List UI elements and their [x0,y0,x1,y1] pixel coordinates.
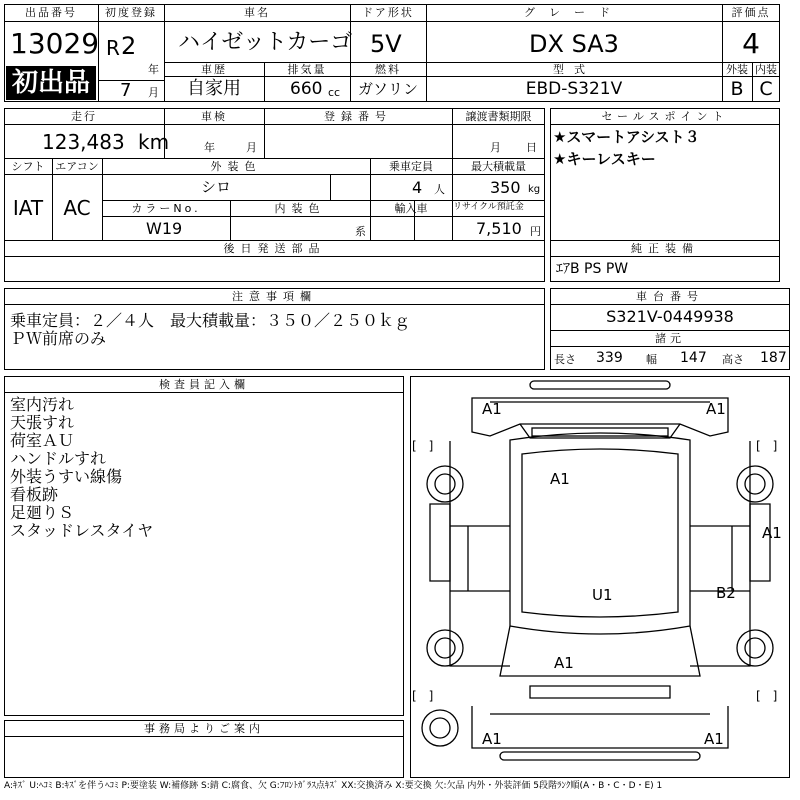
inspector-line-7: 足廻りＳ [10,503,75,522]
era: R [106,36,120,60]
chassis-label: 車台番号 [636,290,704,303]
mileage-value: 123,483 [42,130,125,154]
length-value: 339 [596,350,623,366]
displacement-value: 660 [290,79,323,99]
width-label: 幅 [646,353,657,366]
damage-mark-back-left: A1 [482,730,502,748]
inspector-line-8: スタッドレスタイヤ [10,521,154,540]
fuel-label: 燃料 [375,63,401,76]
history-label: 車歴 [201,63,227,76]
insp-month-unit: 月 [246,141,257,154]
insp-year-unit: 年 [204,141,215,154]
recycle-label: リサイクル預託金 [453,202,524,212]
mileage-unit: km [138,130,170,154]
import-label: 輸入車 [394,202,428,215]
recycle-value: 7,510 [476,219,522,238]
bracket-right-top: [ ] [756,439,778,453]
damage-mark-rear-right: B2 [716,584,736,602]
transfer-day-unit: 日 [526,141,537,154]
damage-mark-roof: U1 [592,586,613,604]
first-listing-text: 初出品 [11,68,90,98]
inspector-line-2: 天張すれ [10,413,75,432]
sales-point-1: ★スマートアシスト３ [553,128,700,146]
type-value: EBD-S321V [525,79,623,99]
interior-label: 内装 [755,63,777,76]
interior-grade: C [759,78,773,100]
color-no-label: カラーNo. [131,202,201,215]
displacement-unit: cc [328,86,341,99]
lot-number: 13029 [10,27,100,60]
transfer-month-unit: 月 [490,141,501,154]
inspector-line-6: 看板跡 [10,485,59,504]
score-value: 4 [742,27,760,60]
bracket-right-bottom: [ ] [756,689,778,703]
first-reg-label: 初度登録 [105,6,157,19]
sales-point-2: ★キーレスキー [553,150,656,168]
type-label: 型式 [553,63,595,76]
damage-mark-right-side: A1 [762,524,782,542]
notes-label: 注意事項欄 [232,290,317,303]
inspector-line-3: 荷室ＡＵ [10,431,75,450]
equipment-value: ｴｱB PS PW [556,261,629,277]
inspector-line-4: ハンドルすれ [10,449,107,468]
shift-value: IAT [12,196,44,220]
ac-value: AC [63,196,91,220]
load-unit: kg [528,184,541,195]
mileage-label: 走行 [71,110,97,123]
notes-line-2: ＰＷ前席のみ [10,329,107,348]
dims-label: 諸元 [655,332,685,345]
capacity-value: 4 [412,178,423,197]
displacement-label: 排気量 [287,63,327,76]
legend-text: A:ｷｽﾞ U:ﾍｺﾐ B:ｷｽﾞを伴うﾍｺﾐ P:要塗装 W:補修跡 S:錆 C:腐食、欠 G:ﾌﾛﾝﾄｶﾞﾗｽ点ｷｽﾞ XX:交換済み X:要交換 欠:欠品 内外・外装評価 5段階ﾗﾝｸ順(A・B・C・D・E) 1 [4,781,663,791]
transfer-label: 譲渡書類期限 [465,110,532,123]
height-label: 高さ [722,353,744,366]
damage-mark-rear: A1 [554,654,574,672]
later-parts-label: 後日発送部品 [223,242,326,255]
capacity-unit: 人 [434,183,445,196]
color-label: 外装色 [210,160,262,173]
grade-value: DX SA3 [529,30,619,58]
bracket-left-top: [ ] [412,439,434,453]
inspector-line-1: 室内汚れ [10,395,75,414]
car-diagram [410,376,790,778]
int-color-suffix: 系 [355,225,366,238]
color-no-value: W19 [146,219,183,238]
chassis-value: S321V-0449938 [606,307,734,326]
model-label: 車名 [244,6,270,19]
reg-month-unit: 月 [148,86,159,99]
door-label: ドア形状 [362,6,414,19]
reg-year-unit: 年 [148,63,159,76]
damage-mark-hood: A1 [550,470,570,488]
equipment-label: 純正装備 [631,242,699,255]
lot-label: 出品番号 [25,6,77,19]
model-name: ハイゼットカーゴ [178,30,353,55]
inspector-line-5: 外装うすい線傷 [10,467,123,486]
width-value: 147 [680,350,707,366]
ac-label: エアコン [55,160,99,173]
color-value: シロ [200,178,231,196]
office-label: 事務局よりご案内 [144,722,264,735]
int-color-label: 内装色 [274,202,326,215]
damage-mark-front-right: A1 [706,400,726,418]
height-value: 187 [760,350,787,366]
load-value: 350 [490,178,521,197]
inspector-label: 検査員記入欄 [159,378,249,391]
bracket-left-bottom: [ ] [412,689,434,703]
reg-year: 2 [121,32,137,60]
inspection-label: 車検 [201,110,227,123]
notes-line-1: 乗車定員：２／４人 最大積載量：３５０／２５０ｋｇ [10,311,411,330]
sales-point-label: セールスポイント [601,110,729,123]
length-label: 長さ [554,353,576,366]
shift-label: シフト [11,160,45,173]
damage-mark-front-left: A1 [482,400,502,418]
door-value: 5V [370,30,402,58]
reg-no-label: 登録番号 [324,110,392,123]
damage-mark-back-right: A1 [704,730,724,748]
capacity-label: 乗車定員 [389,160,433,173]
grade-label: グレード [524,6,624,19]
reg-month: 7 [120,80,132,101]
recycle-unit: 円 [530,225,541,238]
exterior-grade: B [730,78,744,100]
score-label: 評価点 [731,6,771,19]
load-label: 最大積載量 [471,160,526,173]
history-value: 自家用 [187,78,241,99]
fuel-value: ガソリン [357,80,418,98]
exterior-label: 外装 [726,63,748,76]
